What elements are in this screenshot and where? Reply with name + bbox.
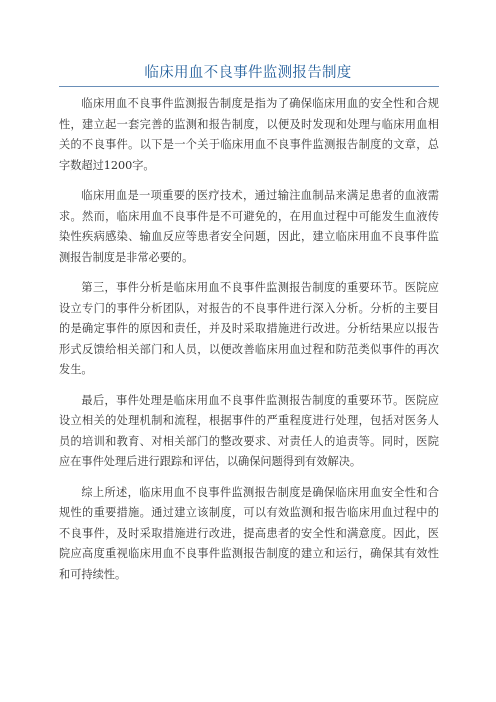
title-underline xyxy=(59,86,439,87)
paragraph-event-analysis: 第三，事件分析是临床用血不良事件监测报告制度的重要环节。医院应设立专门的事件分析团队，对报告的不良事件进行深入分析。分析的主要目的是确定事件的原因和责任，并及时采取措施进行改进。分析结果应以报告形式反馈给相关部门和人员，以便改善临床用血过程和防范类似事件的再次发生。 xyxy=(59,281,439,376)
document-title: 临床用血不良事件监测报告制度 xyxy=(144,65,352,81)
paragraph-conclusion: 综上所述，临床用血不良事件监测报告制度是确保临床用血安全性和合规性的重要措施。通过建立该制度，可以有效监测和报告临床用血过程中的不良事件，及时采取措施进行改进，提高患者的安全性和满意度。因此，医院应高度重视临床用血不良事件监测报告制度的建立和运行，确保其有效性和可持续性。 xyxy=(59,485,439,581)
document-body xyxy=(59,94,439,595)
paragraph-background: 临床用血是一项重要的医疗技术，通过输注血制品来满足患者的血液需求。然而，临床用血不良事件是不可避免的，在用血过程中可能发生血液传染性疾病感染、输血反应等患者安全问题，因此，建立临床用血不良事件监测报告制度是非常必要的。 xyxy=(59,189,439,264)
paragraph-intro: 临床用血不良事件监测报告制度是指为了确保临床用血的安全性和合规性，建立起一套完善的监测和报告制度，以便及时发现和处理与临床用血相关的不良事件。以下是一个关于临床用血不良事件监测报告制度的文章，总字数超过1200字。 xyxy=(59,97,439,172)
paragraph-event-handling: 最后，事件处理是临床用血不良事件监测报告制度的重要环节。医院应设立相关的处理机制和流程，根据事件的严重程度进行处理，包括对医务人员的培训和教育、对相关部门的整改要求、对责任人的追责等。同时，医院应在事件处理后进行跟踪和评估，以确保问题得到有效解决。 xyxy=(59,393,439,468)
